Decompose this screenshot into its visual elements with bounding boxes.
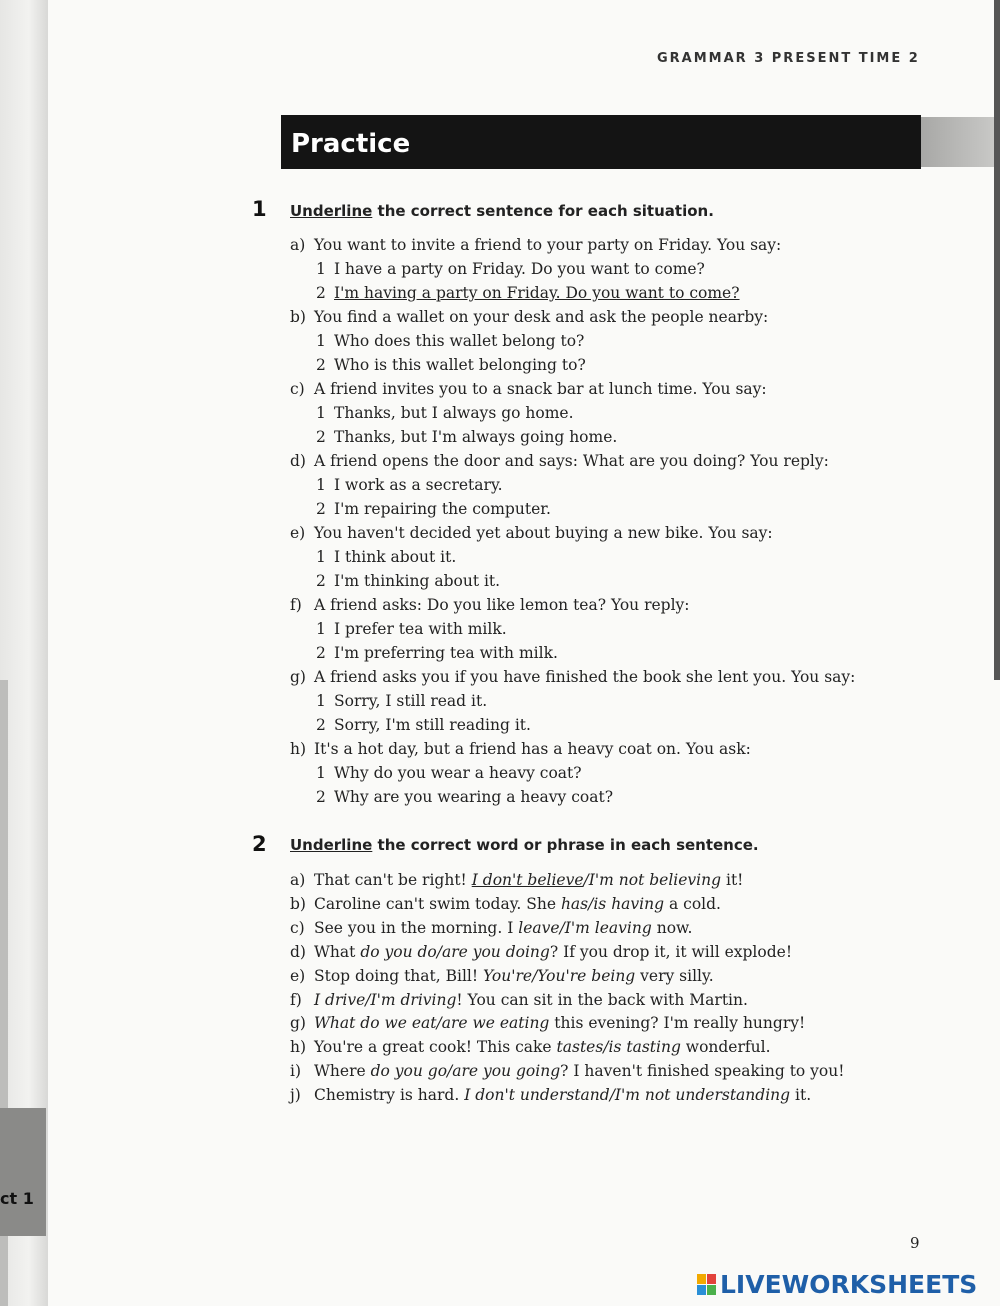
- exercise-1-instruction: [290, 202, 714, 220]
- option-number: 1: [316, 332, 326, 350]
- choice-phrase[interactable]: tastes/is tasting: [556, 1038, 681, 1057]
- option-number: 2: [316, 428, 326, 446]
- sentence-item: [290, 943, 792, 961]
- item-letter: h): [290, 1038, 307, 1057]
- section-tab: [0, 1108, 46, 1236]
- list-item: [290, 380, 767, 398]
- option-text: I'm repairing the computer.: [334, 500, 551, 518]
- item-letter: b): [290, 308, 306, 326]
- liveworksheets-logo-icon: [697, 1274, 717, 1296]
- option-number: 1: [316, 476, 326, 494]
- option-text: Who does this wallet belong to?: [334, 332, 585, 350]
- item-prompt: A friend invites you to a snack bar at lunch time. You say:: [314, 380, 767, 398]
- answer-option[interactable]: [316, 644, 558, 662]
- option-text: I'm preferring tea with milk.: [334, 644, 558, 662]
- answer-option[interactable]: [316, 692, 487, 710]
- answer-option[interactable]: [316, 428, 617, 446]
- sentence-text: this evening? I'm really hungry!: [549, 1014, 806, 1033]
- page-number: 9: [910, 1234, 920, 1252]
- answer-option[interactable]: [316, 620, 507, 638]
- answer-option[interactable]: [316, 356, 586, 374]
- option-text: I prefer tea with milk.: [334, 620, 507, 638]
- answer-option[interactable]: [316, 548, 456, 566]
- exercise-1-number: 1: [252, 197, 267, 221]
- sentence-text: very silly.: [635, 966, 714, 985]
- option-text: Thanks, but I always go home.: [334, 404, 574, 422]
- item-prompt: You find a wallet on your desk and ask the people nearby:: [314, 308, 769, 326]
- item-letter: g): [290, 668, 306, 686]
- option-text: Who is this wallet belonging to?: [334, 356, 586, 374]
- item-prompt: A friend asks: Do you like lemon tea? You reply:: [314, 596, 690, 614]
- item-letter: a): [290, 871, 306, 889]
- sentence-text: it.: [790, 1086, 812, 1105]
- item-prompt: A friend asks you if you have finished the book she lent you. You say:: [314, 668, 856, 686]
- choice-phrase[interactable]: leave/I'm leaving: [518, 918, 652, 937]
- sentence-text: ? If you drop it, it will explode!: [549, 942, 793, 961]
- list-item: [290, 596, 690, 614]
- sentence-text: wonderful.: [680, 1038, 771, 1057]
- item-letter: f): [290, 596, 302, 614]
- sentence-text: a cold.: [664, 894, 721, 913]
- choice-phrase[interactable]: I don't understand/I'm not understanding: [464, 1086, 791, 1105]
- option-number: 1: [316, 764, 326, 782]
- sentence-item: [290, 967, 714, 985]
- list-item: [290, 452, 829, 470]
- item-letter: b): [290, 894, 306, 913]
- option-number: 1: [316, 548, 326, 566]
- option-text: Why are you wearing a heavy coat?: [334, 788, 614, 806]
- sentence-text: Stop doing that, Bill!: [314, 966, 484, 985]
- option-number: 1: [316, 620, 326, 638]
- choice-phrase[interactable]: You're/You're being: [483, 966, 636, 985]
- sentence-item: [290, 991, 748, 1009]
- exercise-2-number: 2: [252, 832, 267, 856]
- option-text: I have a party on Friday. Do you want to come?: [334, 260, 705, 278]
- sentence-text: What: [314, 942, 361, 961]
- option-text: I'm having a party on Friday. Do you want to come?: [334, 284, 740, 302]
- option-number: 2: [316, 284, 326, 302]
- option-number: 1: [316, 692, 326, 710]
- sentence-text: ! You can sit in the back with Martin.: [456, 990, 748, 1009]
- section-title: Practice: [291, 129, 411, 159]
- sentence-item: [290, 919, 692, 937]
- item-letter: f): [290, 990, 302, 1009]
- list-item: [290, 524, 773, 542]
- list-item: [290, 740, 751, 758]
- item-letter: g): [290, 1014, 306, 1033]
- sentence-text: Caroline can't swim today. She: [314, 894, 561, 913]
- answer-option[interactable]: [316, 788, 613, 806]
- option-number: 2: [316, 788, 326, 806]
- item-prompt: You want to invite a friend to your party on Friday. You say:: [314, 236, 782, 254]
- answer-option[interactable]: [316, 716, 531, 734]
- choice-phrase[interactable]: I drive/I'm driving: [314, 990, 457, 1009]
- sentence-text: Where: [314, 1062, 371, 1081]
- choice-phrase[interactable]: /I'm not believing: [583, 871, 722, 889]
- instruction-text: the correct sentence for each situation.: [372, 202, 714, 220]
- option-number: 2: [316, 644, 326, 662]
- option-text: Thanks, but I'm always going home.: [334, 428, 618, 446]
- sentence-item: [290, 871, 743, 889]
- item-letter: h): [290, 740, 307, 758]
- watermark-text: LIVEWORKSHEETS: [720, 1270, 978, 1299]
- answer-option[interactable]: [316, 260, 705, 278]
- sentence-text: Chemistry is hard.: [314, 1086, 465, 1105]
- sentence-item: [290, 895, 721, 913]
- option-number: 2: [316, 716, 326, 734]
- section-tab-label: ct 1: [0, 1189, 34, 1208]
- instruction-keyword: Underline: [290, 836, 373, 854]
- option-number: 2: [316, 572, 326, 590]
- choice-phrase[interactable]: has/is having: [560, 894, 665, 913]
- option-text: I'm thinking about it.: [334, 572, 501, 590]
- option-text: Why do you wear a heavy coat?: [334, 764, 582, 782]
- option-number: 2: [316, 356, 326, 374]
- sentence-text: That can't be right!: [314, 871, 472, 889]
- instruction-keyword: Underline: [290, 202, 373, 220]
- banner-edge-fade: [921, 117, 994, 167]
- choice-phrase[interactable]: What do we eat/are we eating: [314, 1014, 550, 1033]
- instruction-text: the correct word or phrase in each sentence.: [372, 836, 759, 854]
- option-text: Sorry, I still read it.: [334, 692, 488, 710]
- item-letter: d): [290, 452, 306, 470]
- answer-option[interactable]: [316, 500, 551, 518]
- page-right-edge: [994, 0, 1000, 680]
- list-item: [290, 308, 768, 326]
- item-letter: j): [290, 1086, 301, 1105]
- sentence-item: [290, 1014, 805, 1032]
- choice-phrase[interactable]: do you go/are you going: [370, 1062, 561, 1081]
- answer-option[interactable]: [316, 404, 574, 422]
- item-letter: c): [290, 380, 305, 398]
- list-item: [290, 236, 781, 254]
- answer-option[interactable]: [316, 764, 582, 782]
- choice-phrase[interactable]: I don't believe: [471, 871, 584, 889]
- item-prompt: A friend opens the door and says: What are you doing? You reply:: [314, 452, 829, 470]
- item-letter: c): [290, 918, 305, 937]
- list-item: [290, 668, 855, 686]
- option-number: 1: [316, 260, 326, 278]
- liveworksheets-watermark: [697, 1270, 977, 1299]
- item-letter: e): [290, 966, 306, 985]
- item-letter: i): [290, 1062, 302, 1081]
- option-number: 1: [316, 404, 326, 422]
- item-letter: d): [290, 942, 306, 961]
- answer-option[interactable]: [316, 332, 584, 350]
- option-number: 2: [316, 500, 326, 518]
- option-text: I work as a secretary.: [334, 476, 503, 494]
- sentence-text: it!: [721, 871, 744, 889]
- section-banner: [281, 115, 921, 169]
- option-text: Sorry, I'm still reading it.: [334, 716, 531, 734]
- item-letter: e): [290, 524, 306, 542]
- answer-option[interactable]: [316, 572, 500, 590]
- sentence-text: ? I haven't finished speaking to you!: [560, 1062, 845, 1081]
- exercise-2-instruction: [290, 836, 759, 854]
- sentence-text: See you in the morning. I: [314, 918, 519, 937]
- item-letter: a): [290, 236, 306, 254]
- answer-option[interactable]: [316, 476, 503, 494]
- sentence-item: [290, 1038, 771, 1056]
- running-header: GRAMMAR 3 PRESENT TIME 2: [657, 51, 920, 66]
- sentence-text: You're a great cook! This cake: [314, 1038, 557, 1057]
- item-prompt: You haven't decided yet about buying a new bike. You say:: [314, 524, 773, 542]
- item-prompt: It's a hot day, but a friend has a heavy coat on. You ask:: [314, 740, 751, 758]
- sentence-item: [290, 1086, 811, 1104]
- answer-option[interactable]: [316, 284, 740, 302]
- sentence-item: [290, 1062, 844, 1080]
- option-text: I think about it.: [334, 548, 457, 566]
- choice-phrase[interactable]: do you do/are you doing: [360, 942, 550, 961]
- sentence-text: now.: [651, 918, 693, 937]
